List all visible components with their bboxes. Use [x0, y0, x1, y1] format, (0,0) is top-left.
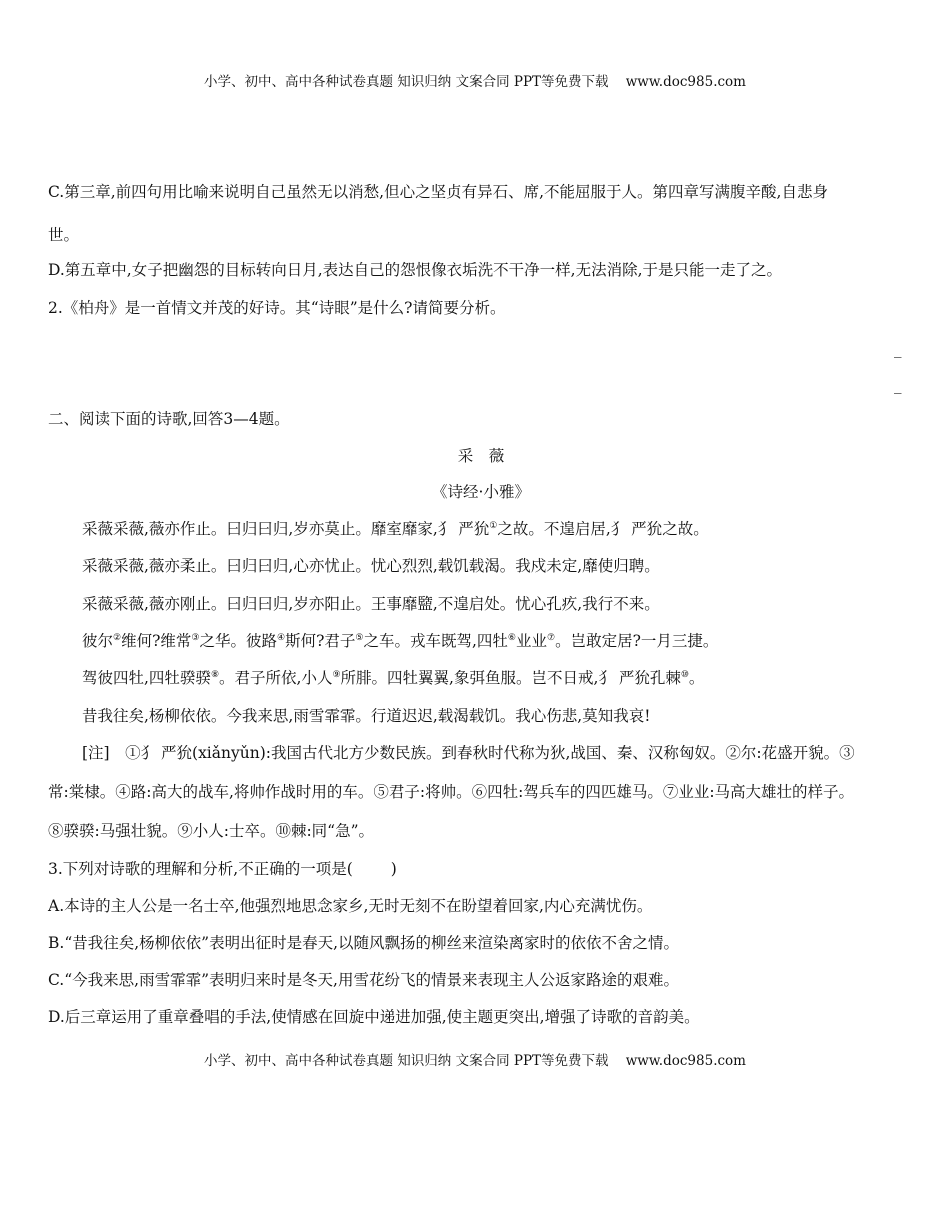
note-marker: ④ [277, 632, 286, 643]
poem-text: 孔棘 [649, 669, 681, 687]
q3-option-d: D.后三章运用了重章叠唱的手法,使情感在回旋中递进加强,使主题更突出,增强了诗歌的音韵美。 [48, 1008, 700, 1026]
poem-text: 所腓。四牡翼翼,象弭鱼服。岂不日戒, [340, 669, 599, 687]
note-marker: ⑧ [210, 669, 220, 680]
poem-text: 之华。彼路 [199, 632, 277, 650]
q3-option-c: C.“今我来思,雨雪霏霏”表明归来时是冬天,用雪花纷飞的情景来表现主人公返家路途的艰难。 [48, 971, 679, 989]
poem-stanza-3: 采薇采薇,薇亦刚止。曰归曰归,岁亦阳止。王事靡盬,不遑启处。忧心孔疚,我行不来。 [82, 595, 660, 613]
question-2: 2.《柏舟》是一首情文并茂的好诗。其“诗眼”是什么?请简要分析。 [48, 299, 506, 317]
poem-stanza-4 [82, 629, 718, 651]
note-marker: ③ [191, 632, 200, 643]
question-3-stem [48, 857, 397, 879]
header-url[interactable]: www.doc985.com [625, 74, 746, 90]
notes-line-1: [注] ①犭 严狁(xiǎnyǔn):我国古代北方少数民族。到春秋时代称为狄,战国、秦、汉称匈奴。②尔:花盛开貌。③ [82, 744, 855, 762]
note-marker: ⑩ [680, 669, 689, 680]
note-marker: ⑥ [507, 632, 516, 643]
note-marker: ⑨ [332, 669, 341, 680]
question-3-bracket-close: ) [390, 860, 397, 878]
page-footer [0, 1049, 950, 1069]
poem-text: 。君子所依,小人 [219, 669, 333, 687]
notes-line-2: 常:棠棣。④路:高大的战车,将帅作战时用的车。⑤君子:将帅。⑥四牡:驾兵车的四匹雄马。⑦业业:马高大雄壮的样子。 [48, 783, 855, 801]
poem-text: 斯何?君子 [285, 632, 356, 650]
footer-text: 小学、初中、高中各种试卷真题 知识归纳 文案合同 PPT等免费下载 [204, 1053, 609, 1069]
note-marker: ⑦ [547, 632, 556, 643]
q1-option-c-line2: 世。 [48, 226, 80, 244]
answer-blank-1[interactable]: _ [894, 340, 902, 358]
page-header [0, 70, 950, 90]
header-text: 小学、初中、高中各种试卷真题 知识归纳 文案合同 PPT等免费下载 [204, 74, 609, 90]
note-marker: ② [113, 632, 122, 643]
poem-stanza-1 [82, 517, 709, 539]
poem-text: 。 [688, 669, 705, 687]
poem-text: 。岂敢定居?一月三捷。 [555, 632, 719, 650]
q1-option-c-line1: C.第三章,前四句用比喻来说明自己虽然无以消愁,但心之坚贞有异石、席,不能屈服于人。第四章写满腹辛酸,自悲身 [48, 183, 828, 201]
poem-title: 采 薇 [457, 447, 505, 465]
footer-url[interactable]: www.doc985.com [625, 1053, 746, 1069]
note-marker: ⑤ [355, 632, 364, 643]
note-marker: ① [489, 520, 498, 531]
poem-stanza-6: 昔我往矣,杨柳依依。今我来思,雨雪霏霏。行道迟迟,载渴载饥。我心伤悲,莫知我哀! [82, 707, 651, 725]
poem-stanza-5 [82, 666, 704, 688]
poem-text: 彼尔 [82, 632, 114, 650]
q1-option-d: D.第五章中,女子把幽怨的目标转向日月,表达自己的怨恨像衣垢洗不干净一样,无法消除,于是只能一走了之。 [48, 261, 783, 279]
poem-word-xianyun: 犭 严狁 [437, 520, 490, 538]
poem-word-xianyun: 犭 严狁 [598, 669, 650, 687]
poem-stanza-2: 采薇采薇,薇亦柔止。曰归曰归,心亦忧止。忧心烈烈,载饥载渴。我戍未定,靡使归聘。 [82, 557, 660, 575]
poem-text: 之车。戎车既驾,四牡 [363, 632, 508, 650]
question-3-text: 3.下列对诗歌的理解和分析,不正确的一项是( [48, 860, 353, 878]
poem-source: 《诗经·小雅》 [432, 483, 530, 501]
poem-text: 之故。 [662, 520, 709, 538]
poem-text: 采薇采薇,薇亦作止。曰归曰归,岁亦莫止。靡室靡家, [82, 520, 438, 538]
q3-option-a: A.本诗的主人公是一名士卒,他强烈地思念家乡,无时无刻不在盼望着回家,内心充满忧伤。 [48, 897, 653, 915]
section-2-heading: 二、阅读下面的诗歌,回答3—4题。 [48, 410, 290, 428]
poem-text: 维何?维常 [121, 632, 192, 650]
answer-blank-2[interactable]: _ [894, 376, 902, 394]
poem-text: 驾彼四牡,四牡骙骙 [82, 669, 211, 687]
q3-option-b: B.“昔我往矣,杨柳依依”表明出征时是春天,以随风飘扬的柳丝来渲染离家时的依依不舍之情。 [48, 934, 680, 952]
notes-line-3: ⑧骙骙:马强壮貌。⑨小人:士卒。⑩棘:同“急”。 [48, 822, 375, 840]
poem-word-xianyun: 犭 严狁 [610, 520, 663, 538]
poem-text: 之故。不遑启居, [497, 520, 611, 538]
poem-text: 业业 [515, 632, 547, 650]
